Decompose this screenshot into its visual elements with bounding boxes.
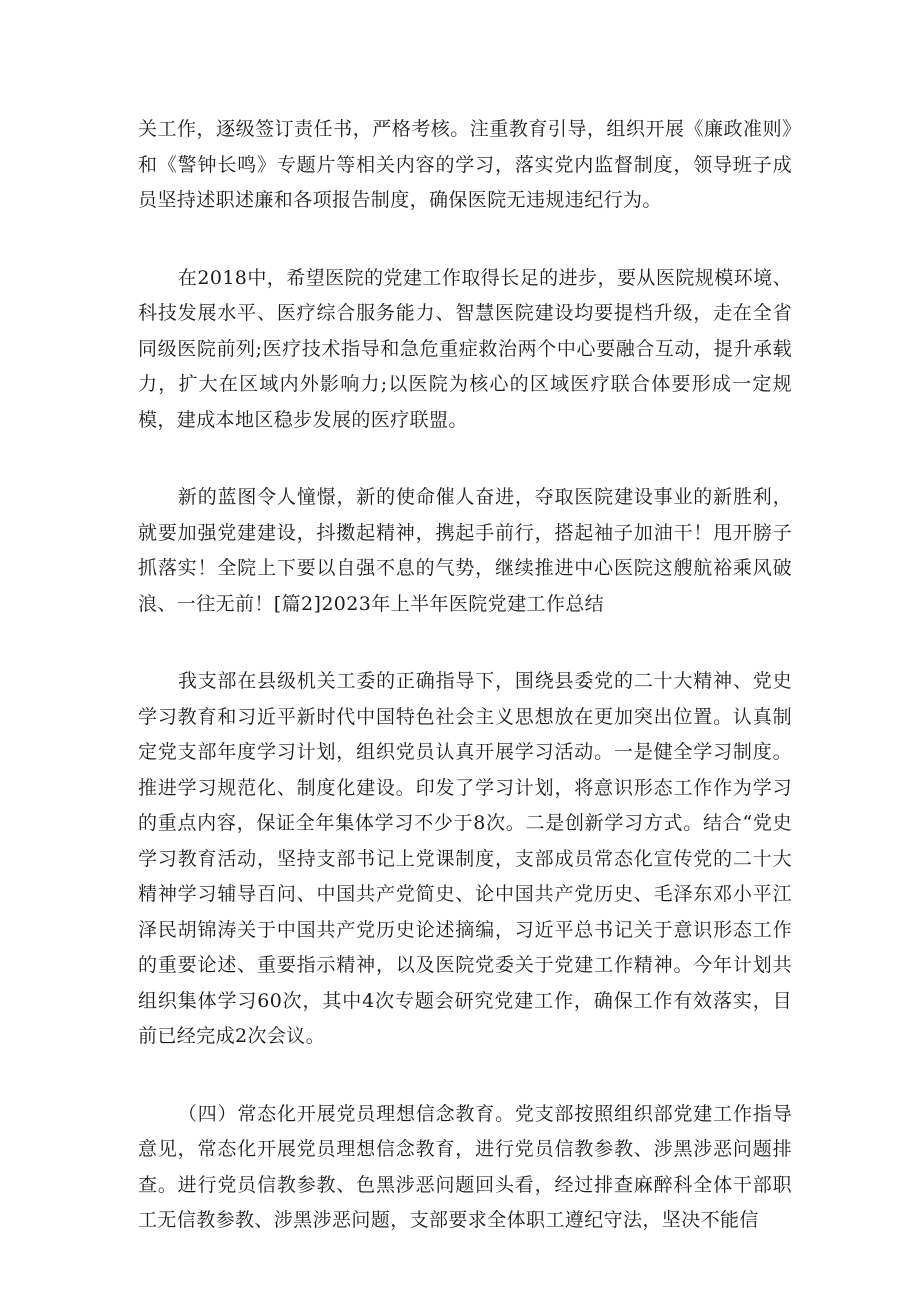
paragraph-4: 我支部在县级机关工委的正确指导下，围绕县委党的二十大精神、党史学习教育和习近平新时代中国特色社会主义思想放在更加突出位置。认真制定党支部年度学习计划，组织党员认真开展学习活动。一是健全学习制度。推进学习规范化、制度化建设。印发了学习计划，将意识形态工作作为学习的重点内容，保证全年集体学习不少于8次。二是创新学习方式。结合“党史学习教育活动，坚持支部书记上党课制度，支部成员常态化宣传党的二十大精神学习辅导百问、中国共产党简史、论中国共产党历史、毛泽东邓小平江泽民胡锦涛关于中国共产党历史论述摘编，习近平总书记关于意识形态工作的重要论述、重要指示精神，以及医院党委关于党建工作精神。今年计划共组织集体学习60次，其中4次专题会研究党建工作，确保工作有效落实，目前已经完成2次会议。 [138,670,792,1047]
paragraph-3: 新的蓝图令人憧憬，新的使命催人奋进，夺取医院建设事业的新胜利，就要加强党建建设，抖擞起精神，携起手前行，搭起袖子加油干！甩开膀子抓落实！全院上下要以自强不息的气势，继续推进中心医院这艘航裕乘风破浪、一往无前！[篇2]2023年上半年医院党建工作总结 [138,486,792,615]
paragraph-2: 在2018中，希望医院的党建工作取得长足的进步，要从医院规模环境、科技发展水平、医疗综合服务能力、智慧医院建设均要提档升级，走在全省同级医院前列;医疗技术指导和急危重症救治两个中心要融合互动，提升承载力，扩大在区域内外影响力;以医院为核心的区域医疗联合体要形成一定规模，建成本地区稳步发展的医疗联盟。 [138,266,792,431]
document-page [138,112,792,1239]
paragraph-1: 关工作，逐级签订责任书，严格考核。注重教育引导，组织开展《廉政准则》和《警钟长鸣》专题片等相关内容的学习，落实党内监督制度，领导班子成员坚持述职述廉和各项报告制度，确保医院无违规违纪行为。 [138,118,792,211]
paragraph-5: （四）常态化开展党员理想信念教育。党支部按照组织部党建工作指导意见，常态化开展党员理想信念教育，进行党员信教参教、涉黑涉恶问题排查。进行党员信教参教、色黑涉恶问题回头看，经过排查麻醉科全体干部职工无信教参教、涉黑涉恶问题，支部要求全体职工遵纪守法，坚决不能信 [138,1102,792,1231]
